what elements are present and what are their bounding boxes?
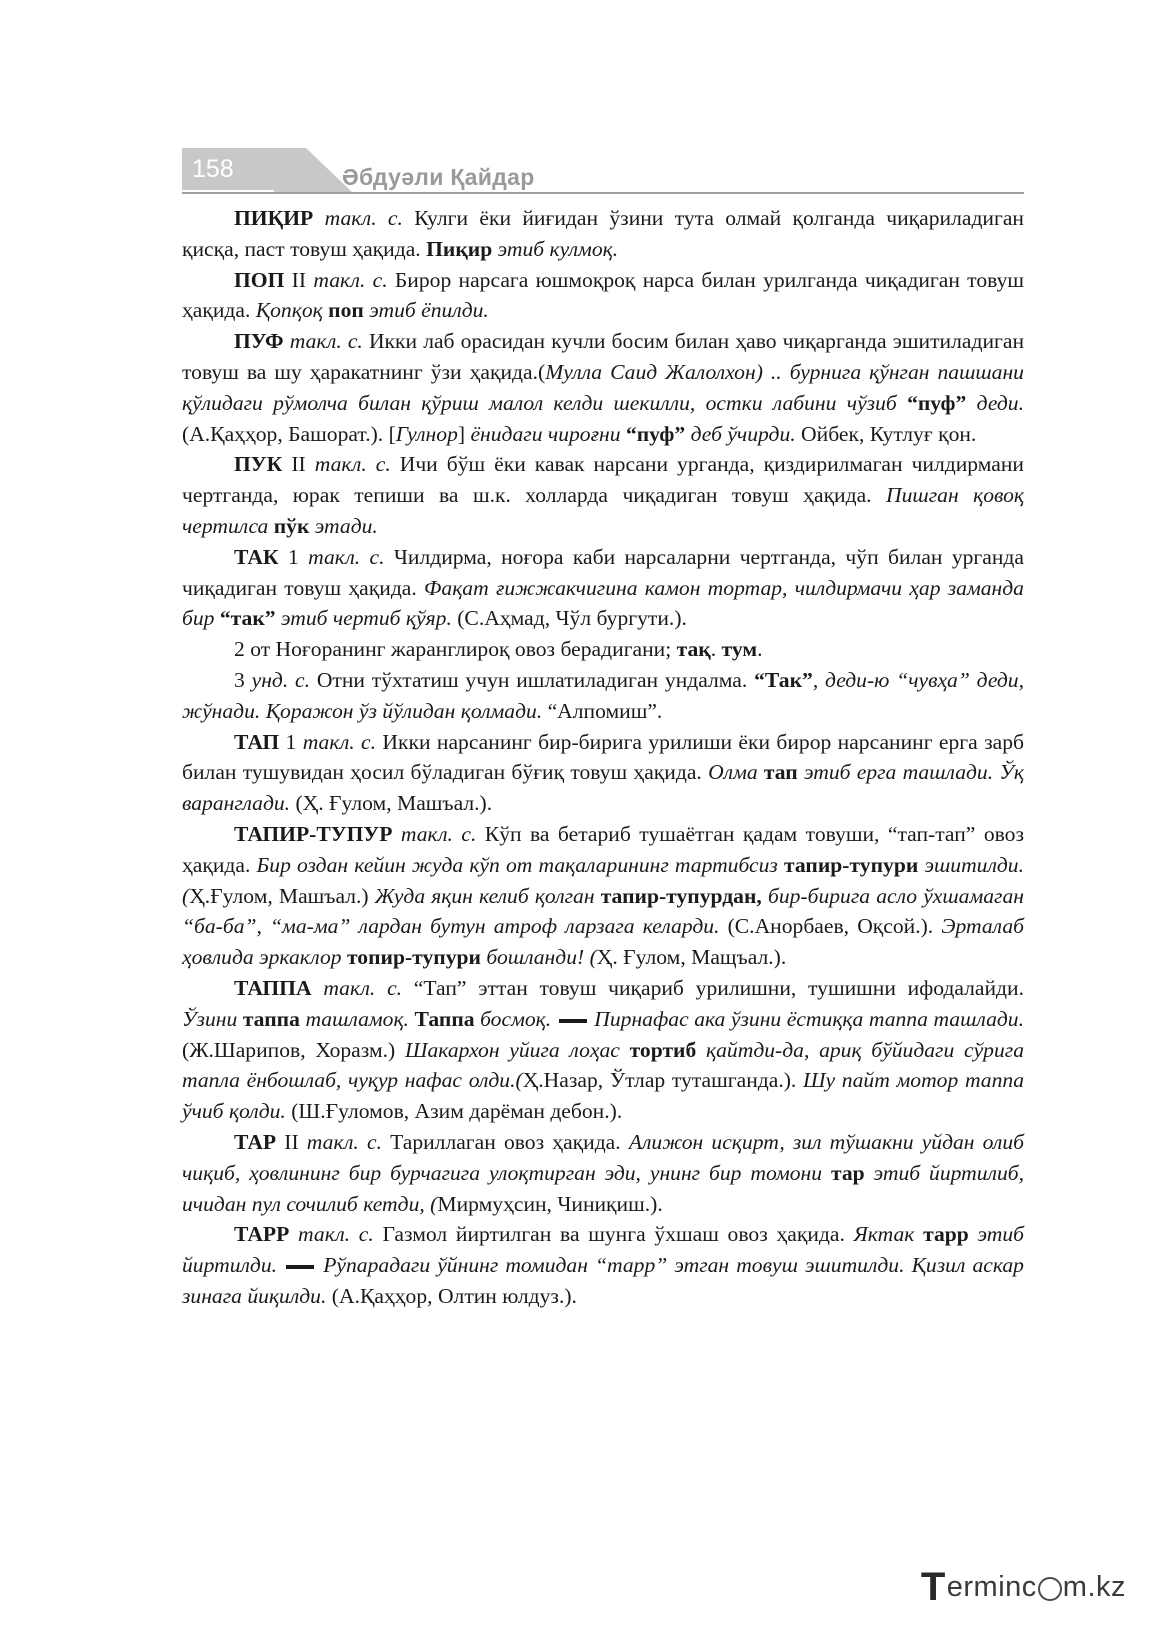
entry-headword: ПУК bbox=[234, 452, 283, 477]
logo-text-end: m.kz bbox=[1062, 1570, 1126, 1603]
entry-headword: “пуф” bbox=[907, 390, 967, 415]
dictionary-entry bbox=[182, 1127, 1024, 1219]
entry-text: Отни тўхтатиш учун ишлатиладиган ундалма. bbox=[310, 667, 755, 692]
entry-text: (С.Аҳмад, Чўл бургути.). bbox=[451, 606, 687, 631]
entry-headword: ПОП bbox=[234, 267, 285, 292]
entry-italic-text: ёнидаги чироғни bbox=[470, 421, 621, 446]
entry-headword: тортиб bbox=[629, 1037, 697, 1062]
entry-text bbox=[822, 1161, 831, 1185]
entry-italic-text: такл. с. bbox=[313, 267, 388, 292]
entry-italic-text: унд. с. bbox=[251, 667, 311, 692]
entry-italic-text: деди. bbox=[976, 390, 1024, 415]
entry-text bbox=[966, 391, 976, 415]
dictionary-entry bbox=[182, 634, 1024, 665]
entry-text bbox=[392, 822, 400, 846]
entry-text: II bbox=[284, 267, 314, 292]
entry-text bbox=[620, 1038, 630, 1062]
magnifier-icon bbox=[1038, 1577, 1062, 1601]
entry-text bbox=[969, 1222, 978, 1246]
entry-text: Икки лаб орасидан кучли босим билан ҳаво чиқарганда эшитиладиган товуш ва шу ҳаракатнинг ўзи ҳақида.( bbox=[182, 329, 1024, 384]
running-head-author: Әбдуәли Қайдар bbox=[342, 164, 535, 190]
entry-headword: Таппа bbox=[414, 1006, 475, 1031]
entry-italic-text: Олма bbox=[708, 760, 758, 785]
entry-text: (Ш.Ғуломов, Азим дарёман дебон.). bbox=[285, 1099, 623, 1124]
dictionary-entry bbox=[182, 449, 1024, 541]
dictionary-entry bbox=[182, 727, 1024, 819]
entry-italic-text: Фақат ғижжакчигина камон тортар, чилдирмачи ҳар заманда бир bbox=[182, 575, 1024, 631]
entry-italic-text: такл. с. bbox=[308, 544, 385, 569]
header-decoration bbox=[274, 148, 352, 192]
dialogue-dash bbox=[559, 1019, 587, 1023]
entry-headword: “пуф” bbox=[625, 421, 686, 446]
entry-text: II bbox=[282, 452, 315, 477]
entry-italic-text: этиб ёпилди. bbox=[369, 298, 489, 323]
dictionary-entries bbox=[182, 203, 1024, 1312]
entry-italic-text: такл. с. bbox=[302, 729, 377, 754]
entry-text: 1 bbox=[278, 544, 309, 569]
entry-text: 3 bbox=[234, 667, 252, 692]
entry-headword: ТАК bbox=[234, 544, 279, 569]
entry-italic-text: этади. bbox=[314, 513, 378, 538]
entry-headword: тар bbox=[831, 1160, 865, 1185]
entry-headword: тапир-тупурдан, bbox=[600, 883, 762, 908]
entry-text: Ичи бўш ёки кавак нарсани урганда, қиздирилмаган чилдирмани чертганда, юрак тепиши ва ш.к. холларда чиқадиган товуш ҳақида. bbox=[182, 452, 1024, 508]
entry-headword: тақ bbox=[676, 637, 711, 662]
entry-text: Мирмуҳсин, Чиниқиш.). bbox=[437, 1191, 663, 1216]
entry-italic-text: босмоқ. bbox=[480, 1006, 552, 1031]
entry-text: 2 от Ноғоранинг жаранглироқ овоз берадигани; bbox=[234, 637, 677, 662]
entry-italic-text: қайтди-да, ариқ бўйидаги сўрига тапла ёнбошлаб, чуқур нафас олди.( bbox=[182, 1037, 1024, 1093]
dialogue-dash bbox=[286, 1265, 314, 1269]
dictionary-entry bbox=[182, 542, 1024, 634]
entry-italic-text: Яктак bbox=[853, 1222, 915, 1247]
entry-italic-text: Қопқоқ bbox=[255, 298, 323, 323]
entry-headword: ТАР bbox=[234, 1129, 277, 1154]
entry-italic-text: такл. с. bbox=[306, 1129, 382, 1154]
dictionary-entry bbox=[182, 973, 1024, 1127]
entry-italic-text: Мулла Саид Жалолхон) .. бурнига қўнган пашшани қўлидаги рўмолча билан қўриш малол келди шекилли, остки лабини чўзиб bbox=[182, 359, 1024, 415]
page-number: 158 bbox=[182, 148, 274, 190]
entry-text: , bbox=[812, 667, 826, 692]
entry-headword: Пиқир bbox=[426, 236, 493, 261]
entry-text: Бирор нарсага юшмоқроқ нарса билан урилганда чиқадиган товуш ҳақида. bbox=[182, 267, 1025, 323]
entry-text: . bbox=[710, 637, 722, 662]
entry-italic-text: такл. с. bbox=[314, 452, 391, 477]
entry-headword: тапир-тупури bbox=[784, 852, 919, 877]
dictionary-entry bbox=[182, 326, 1024, 449]
logo-letter-t: T bbox=[920, 1564, 946, 1609]
entry-headword: пўк bbox=[273, 513, 310, 538]
entry-headword: “Так” bbox=[754, 667, 813, 692]
entry-text: “Тап” эттан товуш чиқариб урилишни, тушишни ифодалайди. bbox=[402, 975, 1024, 1000]
entry-italic-text: этиб чертиб қўяр. bbox=[280, 606, 452, 631]
dictionary-entry bbox=[182, 1219, 1024, 1311]
entry-headword: таппа bbox=[242, 1006, 300, 1031]
entry-italic-text: Пишган қовоқ чертилса bbox=[182, 483, 1024, 538]
entry-text: Ҳ.Назар, Ўтлар туташганда.). bbox=[522, 1068, 804, 1093]
entry-italic-text: такл. с. bbox=[400, 821, 477, 846]
entry-italic-text: Гулнор bbox=[395, 421, 458, 446]
entry-headword: ПУФ bbox=[234, 329, 284, 354]
entry-text: II bbox=[276, 1129, 307, 1154]
entry-text bbox=[312, 976, 324, 1000]
entry-headword: поп bbox=[328, 298, 364, 323]
entry-italic-text: бошланди! ( bbox=[486, 945, 597, 970]
entry-headword: ТАПИР-ТУПУР bbox=[234, 821, 393, 846]
entry-text: Кулги ёки йиғидан ўзини тута олмай қолганда чиқариладиган қисқа, паст товуш ҳақида. bbox=[182, 206, 1024, 261]
entry-italic-text: такл. с. bbox=[289, 329, 363, 354]
entry-italic-text: ташламоқ. bbox=[305, 1006, 409, 1031]
entry-italic-text: такл. с. bbox=[323, 975, 403, 1000]
entry-italic-text: Жуда яқин келиб қолган bbox=[374, 883, 595, 908]
entry-text bbox=[313, 206, 324, 230]
entry-italic-text: этиб ерга ташлади. Ўқ варанглади. bbox=[182, 760, 1025, 816]
entry-italic-text: Бир оздан кейин жуда кўп от тақаларининг тартибсиз bbox=[256, 852, 778, 877]
header-rule bbox=[182, 192, 1024, 194]
entry-text: (Ҳ. Ғулом, Машъал.). bbox=[290, 791, 493, 816]
entry-text: 1 bbox=[279, 729, 303, 754]
entry-italic-text: этиб йиртилди. bbox=[182, 1222, 1024, 1278]
entry-italic-text: деди-ю “чувҳа” деди, жўнади. Қоражон ўз йўлидан қолмади. bbox=[182, 667, 1025, 723]
entry-italic-text: этиб йиртилиб, ичидан пул сочилиб кетди, ( bbox=[182, 1160, 1025, 1216]
entry-text bbox=[289, 1222, 298, 1246]
entry-text: Ойбек, Кутлуғ қон. bbox=[795, 421, 977, 446]
entry-text bbox=[897, 391, 907, 415]
dictionary-entry bbox=[182, 665, 1024, 727]
entry-italic-text: Пирнафас ака ўзини ёстиққа таппа ташлади. bbox=[594, 1006, 1024, 1031]
entry-italic-text: такл. с. bbox=[324, 206, 403, 230]
entry-text: Икки нарсанинг бир-бирига урилиши ёки бирор нарсанинг ерга зарб билан тушувидан ҳосил бўладиган бўғиқ товуш ҳақида. bbox=[182, 729, 1024, 785]
entry-text: ] bbox=[457, 421, 471, 446]
dictionary-entry bbox=[182, 819, 1024, 973]
entry-text: Чилдирма, ноғора каби нарсаларни чертганда, чўп билан урганда чиқадиган товуш ҳақида. bbox=[182, 544, 1024, 600]
entry-italic-text: такл. с. bbox=[298, 1222, 374, 1247]
entry-headword: тап bbox=[763, 760, 798, 785]
entry-headword: ТАППА bbox=[234, 975, 312, 1000]
entry-text bbox=[551, 1007, 557, 1031]
entry-text: Тариллаган овоз ҳақида. bbox=[381, 1129, 629, 1154]
entry-text bbox=[914, 1222, 923, 1246]
entry-text bbox=[696, 1038, 706, 1062]
entry-text: Кўп ва бетариб тушаётган қадам товуши, “тап-тап” овоз ҳақида. bbox=[182, 821, 1024, 877]
entry-text: (С.Анорбаев, Оқсой.). bbox=[719, 914, 942, 939]
entry-text: “Алпомиш”. bbox=[542, 698, 663, 723]
page-header bbox=[182, 148, 1024, 194]
entry-italic-text: Ўзини bbox=[182, 1006, 238, 1031]
entry-italic-text: эшитилди.( bbox=[182, 852, 1024, 908]
entry-headword: тум bbox=[721, 637, 758, 662]
entry-text: (Ж.Шарипов, Хоразм.) bbox=[182, 1037, 405, 1062]
entry-text: (А.Қаҳҳор, Башорат.). [ bbox=[182, 421, 396, 446]
entry-text bbox=[865, 1161, 874, 1185]
entry-italic-text: Эрталаб ҳовлида эркаклор bbox=[182, 914, 1024, 970]
entry-text: Ҳ. Ғулом, Мащъал.). bbox=[596, 945, 787, 970]
terminkz-logo bbox=[920, 1564, 1126, 1609]
entry-headword: ТАП bbox=[234, 729, 280, 754]
logo-text-start: erminc bbox=[946, 1570, 1037, 1603]
entry-text: . bbox=[757, 637, 763, 662]
entry-italic-text: этиб кулмоқ. bbox=[497, 236, 619, 261]
entry-headword: тарр bbox=[923, 1222, 969, 1247]
entry-text: Газмол йиртилган ва шунга ўхшаш овоз ҳақида. bbox=[373, 1222, 854, 1247]
entry-italic-text: Шу пайт мотор таппа ўчиб қолди. bbox=[182, 1068, 1024, 1124]
dictionary-entry bbox=[182, 265, 1024, 327]
entry-italic-text: Алижон исқирт, зил тўшакни уйдан олиб чиқиб, ҳовлининг бир бурчагига улоқтирган эди, унинг бир томони bbox=[182, 1129, 1024, 1185]
entry-text bbox=[277, 1253, 284, 1277]
entry-italic-text: Шакархон уйига лоҳас bbox=[404, 1037, 620, 1062]
entry-headword: ПИҚИР bbox=[234, 206, 314, 230]
entry-italic-text: Рўпарадаги ўйнинг томидан “тарр” этган товуш эшитилди. Қизил аскар зинага йиқилди. bbox=[182, 1253, 1024, 1308]
entry-text: (А.Қаҳҳор, Олтин юлдуз.). bbox=[326, 1283, 577, 1308]
entry-text: Ҳ.Ғулом, Машъал.) bbox=[189, 883, 375, 908]
entry-headword: “так” bbox=[219, 606, 276, 631]
entry-italic-text: деб ўчирди. bbox=[690, 421, 796, 446]
entry-italic-text: бир-бирига асло ўхшамаган “ба-ба”, “ма-ма” лардан бутун атроф ларзага келарди. bbox=[182, 883, 1024, 939]
entry-headword: ТАРР bbox=[234, 1222, 290, 1247]
entry-headword: топир-тупури bbox=[346, 945, 481, 970]
dictionary-entry bbox=[182, 203, 1024, 265]
